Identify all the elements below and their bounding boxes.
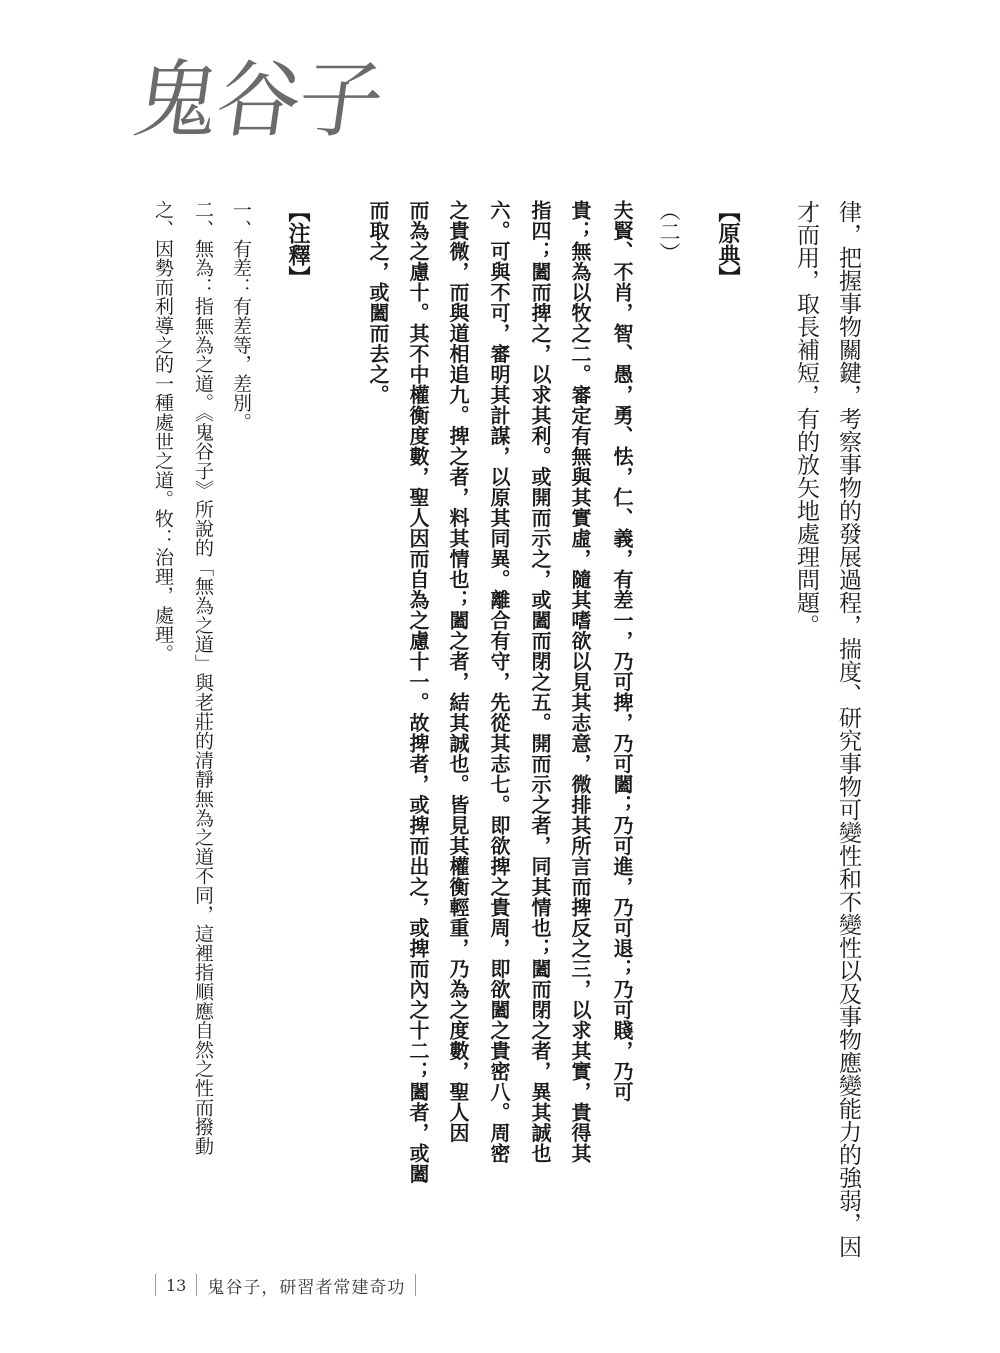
original-text-line-2: 貴；無為以牧之二。審定有無與其實虛，隨其嗜欲以見其志意，微排其所言而捭反之三，以求其實，貴得其 — [568, 200, 592, 1164]
original-text-line-5: 之貴微，而與道相追九。捭之者，料其情也；闔之者，結其誠也。皆見其權衡輕重，乃為之度數，聖人因 — [446, 200, 470, 1143]
original-heading: 【原典】 — [715, 200, 740, 288]
page-footer — [145, 1273, 426, 1297]
original-text-line-1: 夫賢、不肖，智、愚，勇、怯，仁、義，有差一，乃可捭，乃可闔；乃可進，乃可退；乃可賤，乃可 — [610, 200, 634, 1102]
running-title: 鬼谷子，研習者常建奇功 — [207, 1277, 406, 1298]
note-line-2: 二、無為：指無為之道。《鬼谷子》所說的「無為之道」與老莊的清靜無為之道不同，這裡指順應自然之性而撥動 — [192, 200, 214, 1156]
notes-heading: 【注釋】 — [285, 200, 310, 288]
footer-divider — [415, 1274, 416, 1296]
footer-divider — [196, 1274, 197, 1296]
note-line-3: 之、因勢而利導之的一種處世之道。牧：治理，處理。 — [152, 200, 174, 664]
original-text-line-4: 六。可與不可，審明其計謀，以原其同異。離合有守，先從其志七。即欲捭之貴周，即欲闔之貴密八。周密 — [487, 200, 511, 1164]
intro-line-2: 才而用，取長補短，有的放矢地處理問題。 — [793, 200, 819, 637]
page-number: 13 — [166, 1275, 187, 1295]
section-number: （二） — [657, 200, 681, 263]
intro-line-1: 律，把握事物關鍵，考察事物的發展過程，揣度、研究事物可變性和不變性以及事物應變能力的強弱，因 — [835, 200, 861, 1258]
note-line-1: 一、有差：有差等，差別。 — [230, 200, 252, 432]
footer-divider — [155, 1274, 156, 1296]
original-text-line-3: 指四；闔而捭之，以求其利。或開而示之，或闔而閉之五。開而示之者，同其情也；闔而閉之者，異其誠也 — [528, 200, 552, 1164]
original-text-line-6: 而為之慮十。其不中權衡度數，聖人因而自為之慮十一。故捭者，或捭而出之，或捭而內之十二；闔者，或闔 — [406, 200, 430, 1184]
original-text-line-7: 而取之，或闔而去之。 — [366, 200, 390, 405]
book-title-logo: 鬼谷子 — [128, 51, 388, 149]
